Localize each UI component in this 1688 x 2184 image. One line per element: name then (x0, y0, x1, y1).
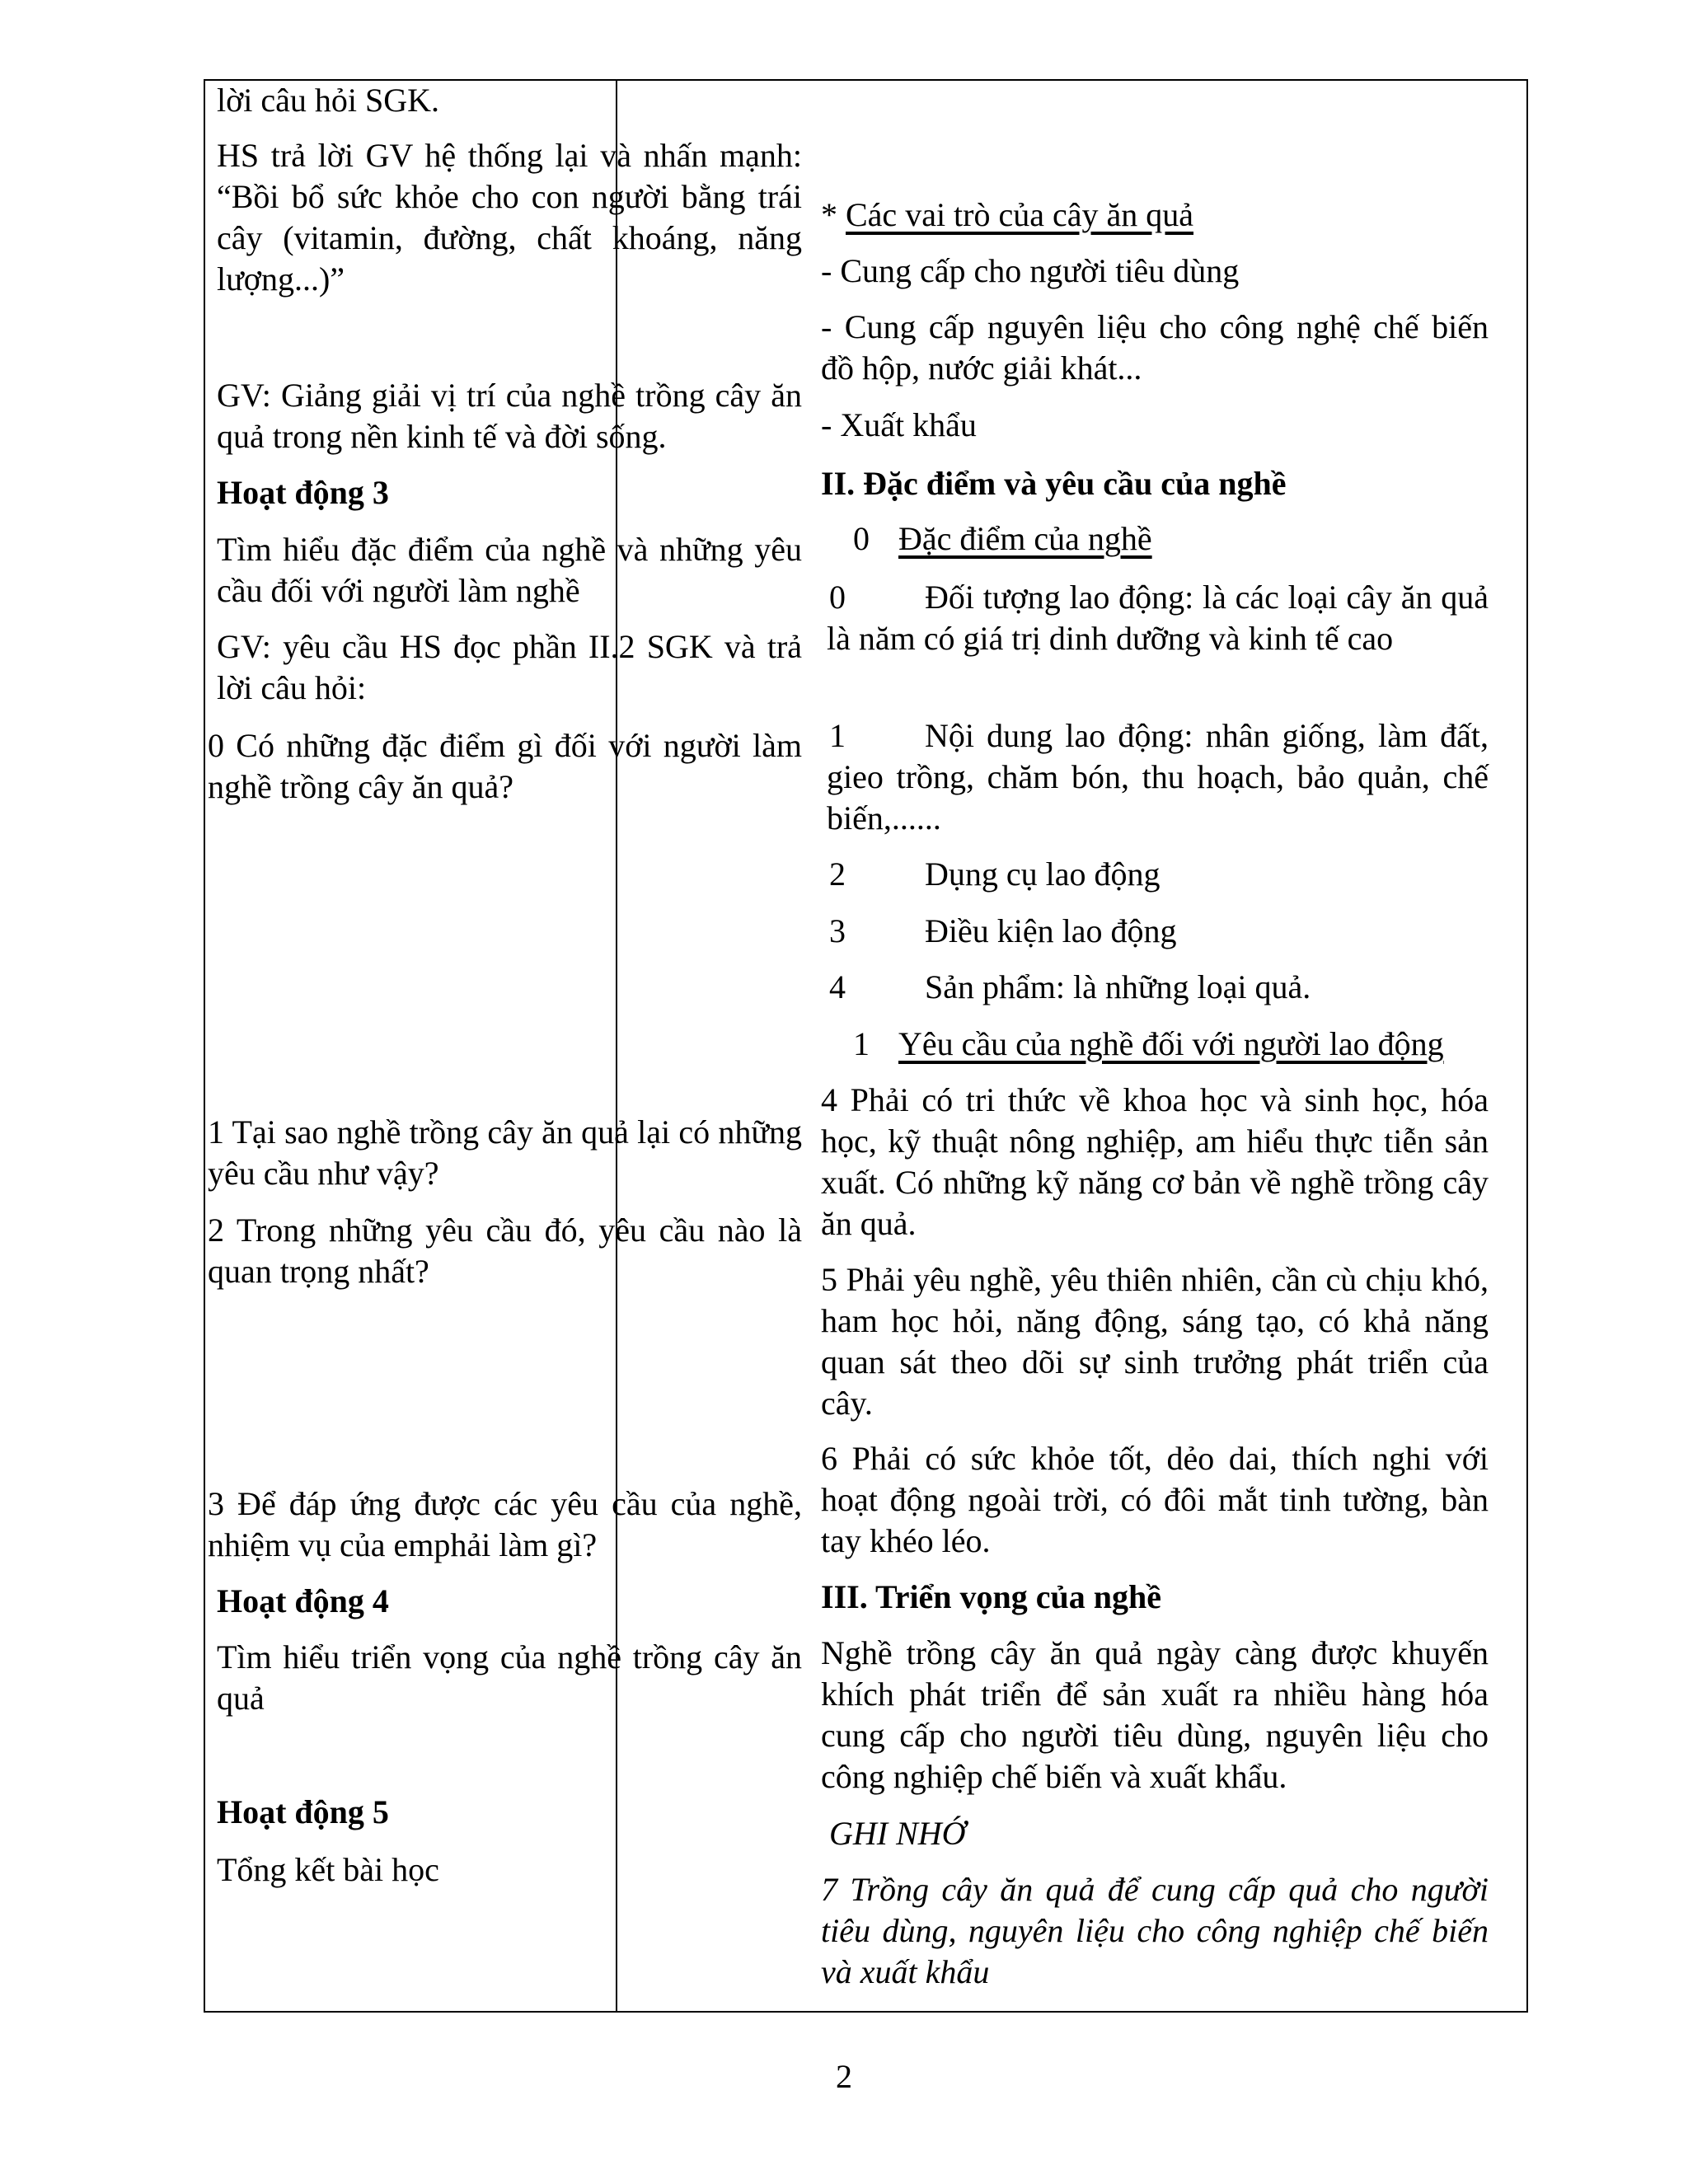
requirement-5: 5 Phải yêu nghề, yêu thiên nhiên, cần cù chịu khó, ham học hỏi, năng động, sáng tạo, có khả năng quan sát theo dõi sự sinh trưởng phát triển của cây. (821, 1261, 1489, 1422)
hs-paragraph: HS trả lời GV hệ thống lại và nhấn mạnh: “Bồi bổ sức khỏe cho con người bằng trái cây (vitamin, đường, chất khoáng, năng lượng...)” (217, 137, 802, 298)
requirement-4: 4 Phải có tri thức về khoa học và sinh học, hóa học, kỹ thuật nông nghiệp, am hiểu thực tiễn sản xuất. Có những kỹ năng cơ bản về nghề trồng cây ăn quả. (821, 1081, 1489, 1242)
activity4-title: Hoạt động 4 (217, 1582, 389, 1619)
roles-bullet: * (821, 196, 846, 233)
activity4-desc: Tìm hiểu triển vọng của nghề trồng cây ăn quả (217, 1638, 802, 1717)
ghi-nho-heading: GHI NHỚ (829, 1815, 966, 1852)
role-1: - Cung cấp cho người tiêu dùng (821, 252, 1240, 289)
role-2: - Cung cấp nguyên liệu cho công nghệ chế biến đồ hộp, nước giải khát... (821, 308, 1489, 387)
item-0-text: Đối tượng lao động: là các loại cây ăn quả là năm có giá trị dinh dưỡng và kinh tế cao (827, 579, 1489, 657)
item-2-text: Dụng cụ lao động (925, 855, 1160, 893)
activity3-title: Hoạt động 3 (217, 474, 389, 511)
item-0-number: 0 (829, 579, 846, 616)
item-1-number: 1 (829, 717, 846, 754)
question-2: 2 Trong những yêu cầu đó, yêu cầu nào là quan trọng nhất? (208, 1212, 802, 1290)
item-1-text: Nội dung lao động: nhân giống, làm đất, gieo trồng, chăm bón, thu hoạch, bảo quản, chế biến,...... (827, 717, 1489, 837)
sub1-number: 1 (853, 1025, 870, 1062)
page-number: 2 (836, 2058, 852, 2095)
sub1-heading: Yêu cầu của nghề đối với người lao động (898, 1025, 1444, 1062)
item-4-number: 4 (829, 968, 846, 1005)
activity3-gv: GV: yêu cầu HS đọc phần II.2 SGK và trả lời câu hỏi: (217, 628, 802, 706)
roles-heading-line (821, 194, 1193, 236)
role-3: - Xuất khẩu (821, 406, 977, 443)
item-2-number: 2 (829, 855, 846, 893)
column-divider (616, 79, 617, 2013)
ghi-nho-text: 7 Trồng cây ăn quả để cung cấp quả cho người tiêu dùng, nguyên liệu cho công nghiệp chế biến và xuất khẩu (821, 1871, 1489, 1990)
item-3-number: 3 (829, 912, 846, 949)
requirement-6: 6 Phải có sức khỏe tốt, dẻo dai, thích nghi với hoạt động ngoài trời, có đôi mắt tinh tường, bàn tay khéo léo. (821, 1440, 1489, 1559)
question-0: 0 Có những đặc điểm gì đối với người làm nghề trồng cây ăn quả? (208, 727, 802, 805)
sub0-heading: Đặc điểm của nghề (898, 520, 1152, 557)
intro-line: lời câu hỏi SGK. (217, 82, 440, 119)
question-3: 3 Để đáp ứng được các yêu cầu của nghề, nhiệm vụ của emphải làm gì? (208, 1485, 802, 1563)
roles-heading: Các vai trò của cây ăn quả (846, 196, 1194, 233)
section2-heading: II. Đặc điểm và yêu cầu của nghề (821, 465, 1287, 502)
sub0-number: 0 (853, 520, 870, 557)
activity5-title: Hoạt động 5 (217, 1793, 389, 1830)
item-3-text: Điều kiện lao động (925, 912, 1177, 949)
section3-text: Nghề trồng cây ăn quả ngày càng được khuyến khích phát triển để sản xuất ra nhiều hàng hóa cung cấp cho người tiêu dùng, nguyên liệu cho công nghiệp chế biến và xuất khẩu. (821, 1634, 1489, 1795)
activity5-desc: Tổng kết bài học (217, 1851, 439, 1888)
section3-heading: III. Triển vọng của nghề (821, 1578, 1162, 1615)
gv-paragraph: GV: Giảng giải vị trí của nghề trồng cây ăn quả trong nền kinh tế và đời sống. (217, 377, 802, 455)
activity3-desc: Tìm hiểu đặc điểm của nghề và những yêu cầu đối với người làm nghề (217, 531, 802, 609)
question-1: 1 Tại sao nghề trồng cây ăn quả lại có những yêu cầu như vậy? (208, 1113, 802, 1192)
item-4-text: Sản phẩm: là những loại quả. (925, 968, 1311, 1005)
